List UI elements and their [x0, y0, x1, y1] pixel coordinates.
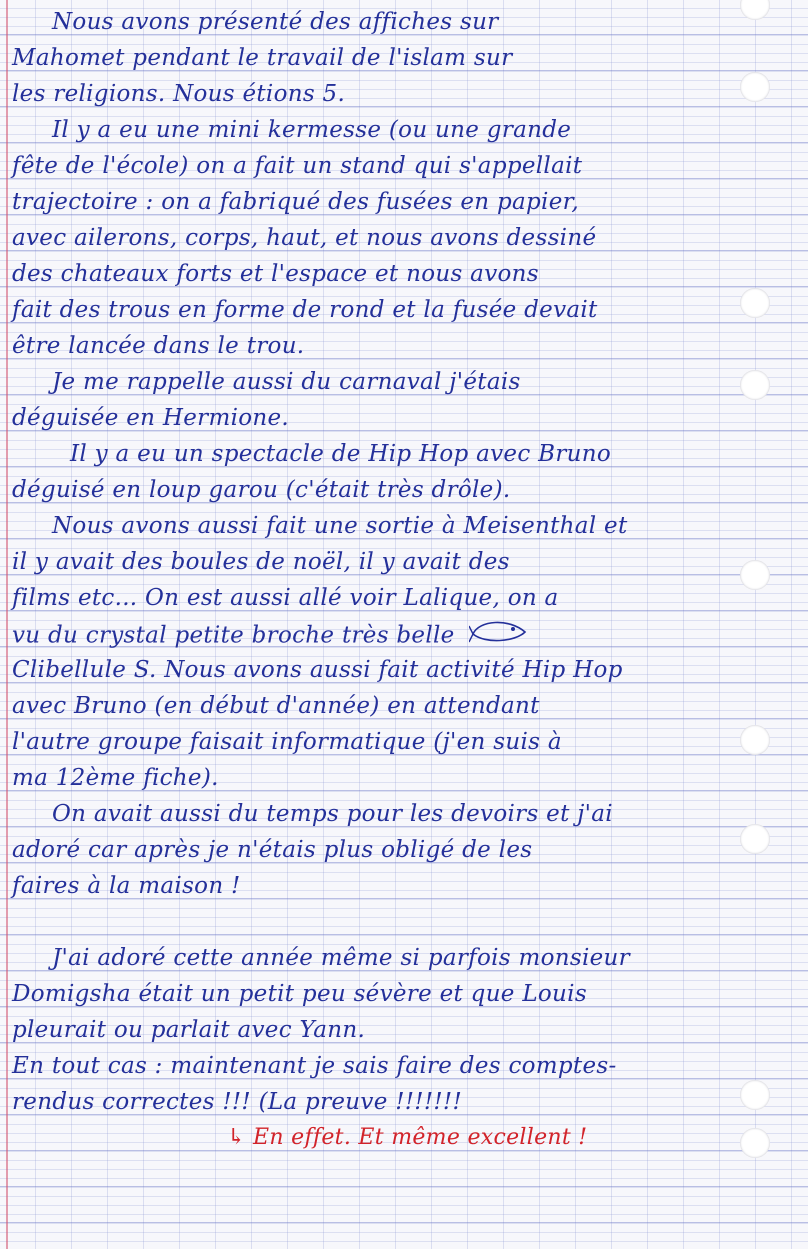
text-line: des chateaux forts et l'espace et nous avons: [12, 261, 539, 287]
text-line: l'autre groupe faisait informatique (j'en suis à: [12, 729, 562, 755]
margin-line: [6, 0, 8, 1249]
text-line: rendus correctes !!! (La preuve !!!!!!!: [12, 1089, 463, 1115]
text-line: pleurait ou parlait avec Yann.: [12, 1017, 366, 1043]
text-line: faires à la maison !: [12, 873, 241, 899]
text-line: déguisée en Hermione.: [12, 405, 290, 431]
text-line: films etc... On est aussi allé voir Lalique, on a: [12, 585, 559, 611]
text-line: Il y a eu une mini kermesse (ou une grande: [52, 117, 572, 143]
text-line: Nous avons aussi fait une sortie à Meisenthal et: [52, 513, 628, 539]
text-line: être lancée dans le trou.: [12, 333, 305, 359]
text-line: avec ailerons, corps, haut, et nous avons dessiné: [12, 225, 597, 251]
text-line: vu du crystal petite broche très belle: [12, 622, 455, 649]
text-line: Il y a eu un spectacle de Hip Hop avec Bruno: [70, 441, 611, 467]
text-line: Clibellule S. Nous avons aussi fait activité Hip Hop: [12, 657, 623, 683]
text-line: il y avait des boules de noël, il y avait des: [12, 549, 510, 575]
teacher-comment: ↳ En effet. Et même excellent !: [227, 1125, 588, 1150]
text-line: Domigsha était un petit peu sévère et que Louis: [12, 981, 587, 1007]
text-line: avec Bruno (en début d'année) en attendant: [12, 693, 540, 719]
text-line: Nous avons présenté des affiches sur: [52, 9, 499, 35]
text-line: adoré car après je n'étais plus obligé de les: [12, 837, 533, 863]
text-line: fait des trous en forme de rond et la fusée devait: [12, 297, 598, 323]
text-line: les religions. Nous étions 5.: [12, 81, 346, 107]
text-line: trajectoire : on a fabriqué des fusées en papier,: [12, 189, 580, 215]
text-line-with-doodle: [12, 616, 782, 652]
text-line: On avait aussi du temps pour les devoirs et j'ai: [52, 801, 613, 827]
text-line: ma 12ème fiche).: [12, 765, 219, 791]
text-line: fête de l'école) on a fait un stand qui s'appellait: [12, 153, 583, 179]
handwritten-text: [12, 4, 782, 1156]
text-line: J'ai adoré cette année même si parfois monsieur: [52, 945, 630, 971]
fish-doodle-icon: [469, 616, 529, 657]
text-line: Mahomet pendant le travail de l'islam sur: [12, 45, 513, 71]
text-line: Je me rappelle aussi du carnaval j'étais: [52, 369, 521, 395]
blank-line: [12, 904, 782, 940]
text-line: déguisé en loup garou (c'était très drôle).: [12, 477, 511, 503]
text-line: En tout cas : maintenant je sais faire des comptes-: [12, 1053, 617, 1079]
